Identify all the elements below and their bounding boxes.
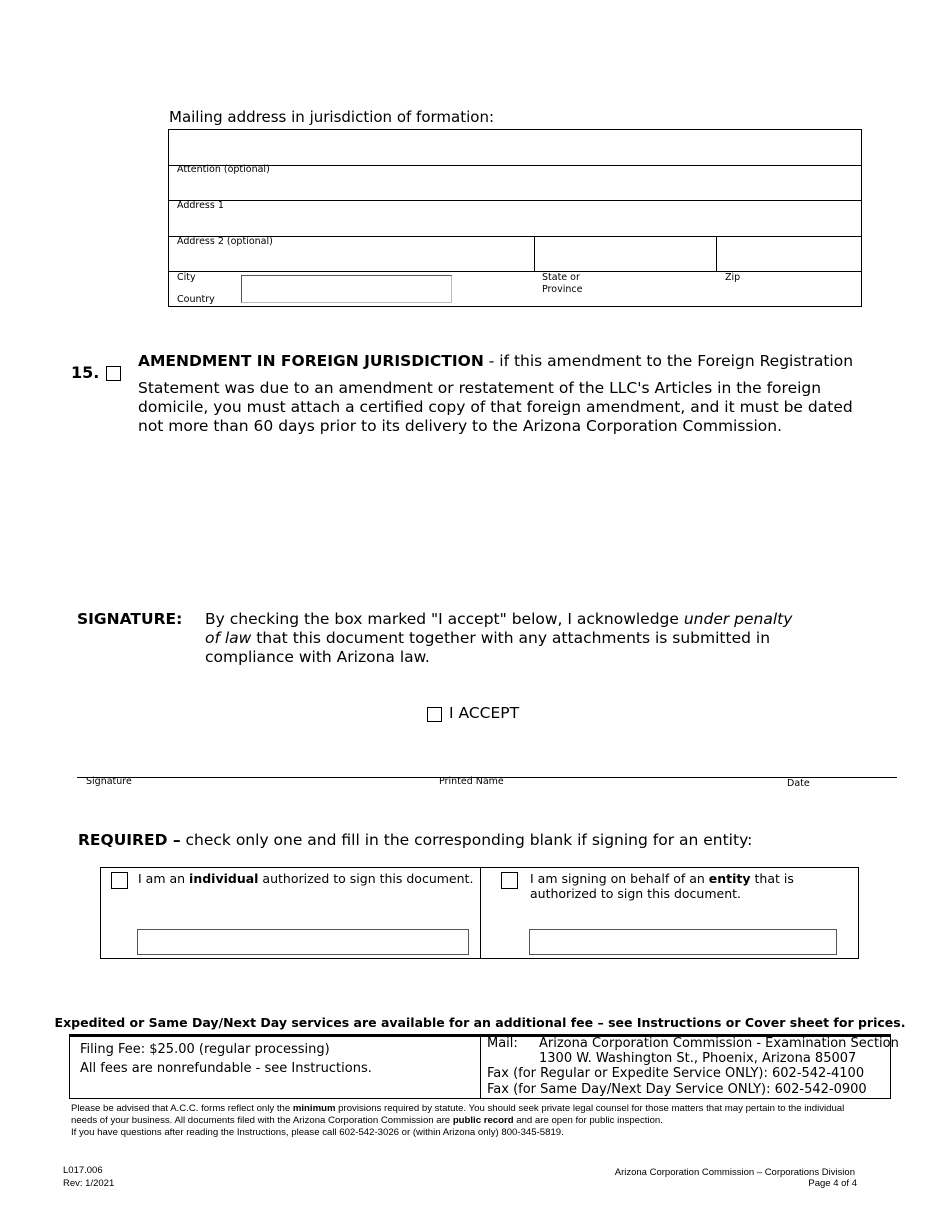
nonrefundable-note: All fees are nonrefundable - see Instructions. [80, 1061, 372, 1076]
section15-checkbox[interactable] [106, 366, 121, 381]
printed-name-label: Printed Name [439, 776, 504, 787]
form-id: L017.006 [63, 1165, 103, 1176]
entity-checkbox[interactable] [501, 872, 518, 889]
state-label: State or Province [542, 272, 583, 295]
section15-title-suffix: - if this amendment to the Foreign Registration [483, 352, 854, 370]
section15-title: AMENDMENT IN FOREIGN JURISDICTION [138, 352, 484, 370]
signature-label: SIGNATURE: [77, 610, 183, 628]
attention-label: Attention (optional) [177, 164, 270, 175]
entity-text: I am signing on behalf of an entity that is authorized to sign this document. [530, 871, 794, 901]
country-select[interactable] [241, 275, 452, 303]
signature-field-label: Signature [86, 776, 132, 787]
individual-name-input[interactable] [137, 929, 469, 955]
individual-text: I am an individual authorized to sign this document. [138, 871, 474, 886]
footer-agency: Arizona Corporation Commission – Corporations Division [614, 1167, 855, 1178]
country-label: Country [177, 294, 215, 305]
mail-label: Mail: [487, 1036, 518, 1051]
mail-address-line2: 1300 W. Washington St., Phoenix, Arizona 85007 [539, 1051, 857, 1066]
legal-notice: Please be advised that A.C.C. forms reflect only the minimum provisions required by statute. You should seek private legal counsel for those matters that may pertain to the individual needs of your business. All documents filed with the Arizona Corporation Commission are public record and are open for public inspection. If you have questions after reading the Instructions, please call 602-542-3026 or (within Arizona only) 800-345-5819. [71, 1103, 845, 1138]
date-label: Date [787, 778, 810, 789]
section15-number: 15. [71, 363, 100, 382]
section15-title-line [138, 352, 888, 370]
zip-input[interactable] [718, 238, 860, 270]
form-rev: Rev: 1/2021 [63, 1178, 115, 1189]
entity-name-input[interactable] [529, 929, 837, 955]
fax-same-day: Fax (for Same Day/Next Day Service ONLY): 602-542-0900 [487, 1082, 867, 1097]
mail-address-line1: Arizona Corporation Commission - Examination Section [539, 1036, 899, 1051]
required-line: REQUIRED – check only one and fill in the corresponding blank if signing for an entity: [78, 831, 753, 849]
filing-fee: Filing Fee: $25.00 (regular processing) [80, 1042, 330, 1057]
i-accept-label: I ACCEPT [449, 704, 520, 722]
section15-body: Statement was due to an amendment or restatement of the LLC's Articles in the foreign domicile, you must attach a certified copy of that foreign amendment, and it must be dated not more than 60 days prior to its delivery to the Arizona Corporation Commission. [138, 379, 853, 435]
attention-input[interactable] [170, 131, 860, 164]
zip-label: Zip [725, 272, 741, 283]
address2-input[interactable] [170, 213, 860, 235]
expedite-banner: Expedited or Same Day/Next Day services are available for an additional fee – see Instructions or Cover sheet for prices. [54, 1015, 906, 1030]
signature-statement: By checking the box marked "I accept" below, I acknowledge under penalty of law that this document together with any attachments is submitted in compliance with Arizona law. [205, 610, 793, 666]
address1-input[interactable] [170, 178, 860, 199]
mailing-heading: Mailing address in jurisdiction of formation: [169, 108, 495, 126]
page-number: Page 4 of 4 [808, 1178, 857, 1189]
fax-regular: Fax (for Regular or Expedite Service ONLY): 602-542-4100 [487, 1066, 865, 1081]
individual-checkbox[interactable] [111, 872, 128, 889]
city-label: City [177, 272, 196, 283]
i-accept-checkbox[interactable] [427, 707, 442, 722]
address1-label: Address 1 [177, 200, 224, 211]
address2-label: Address 2 (optional) [177, 236, 273, 247]
state-input[interactable] [536, 238, 715, 270]
